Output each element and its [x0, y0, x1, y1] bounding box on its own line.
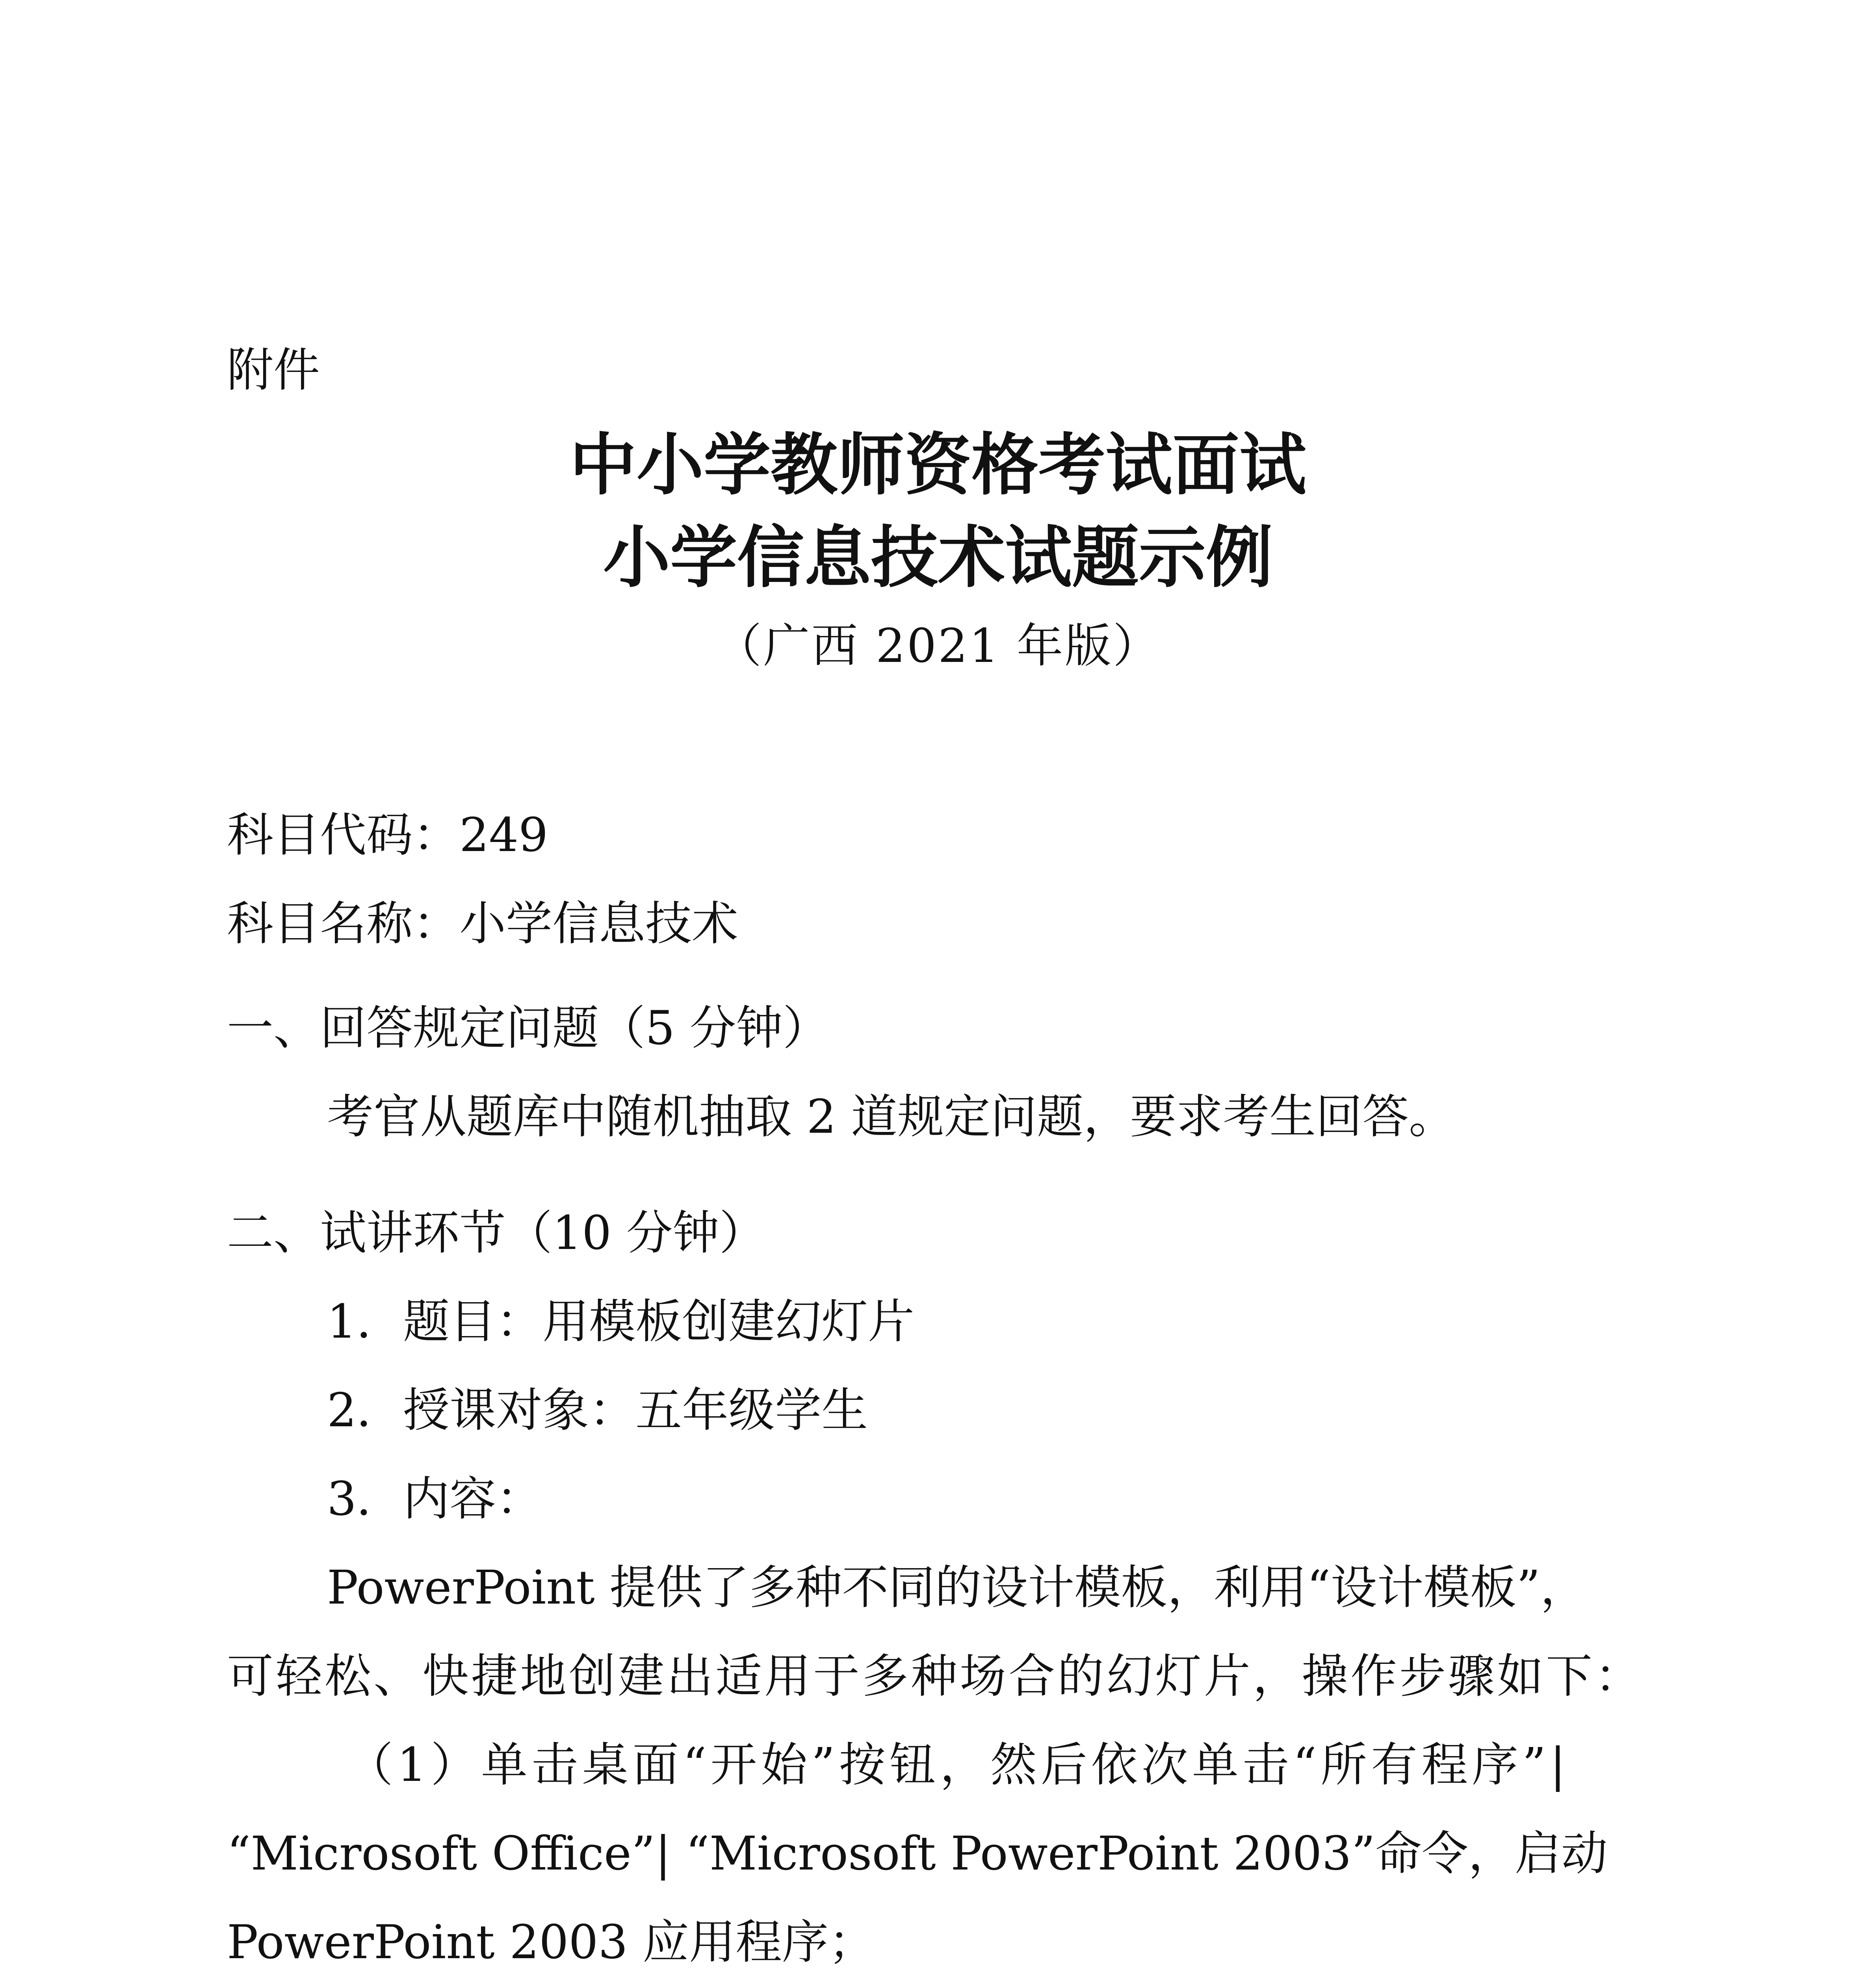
step1-line3: PowerPoint 2003 应用程序； — [227, 1915, 875, 1969]
page-title-line2: 小学信息技术试题示例 — [603, 518, 1273, 597]
step1-line2: “Microsoft Office”| “Microsoft PowerPoint 2003”命令，启动 — [227, 1826, 1608, 1881]
step1-line1: （1）单击桌面“开始”按钮，然后依次单击“所有程序”| — [347, 1738, 1570, 1792]
attachment-label: 附件 — [227, 343, 320, 397]
section2-item-content: 3．内容： — [327, 1472, 543, 1526]
paragraph-intro-line1 — [327, 1560, 1651, 1615]
paragraph-intro-line1-text: PowerPoint 提供了多种不同的设计模板，利用“设计模板”， — [327, 1560, 1587, 1615]
section2-heading: 二、试讲环节（10 分钟） — [227, 1206, 766, 1260]
section1-text: 考官从题库中随机抽取 2 道规定问题，要求考生回答。 — [327, 1089, 1456, 1144]
paragraph-intro-line2: 可轻松、快捷地创建出适用于多种场合的幻灯片，操作步骤如下： — [227, 1649, 1644, 1703]
edition-subtitle: （广西 2021 年版） — [715, 619, 1161, 673]
section2-item-topic: 1．题目：用模板创建幻灯片 — [327, 1294, 915, 1349]
page-title-line1: 中小学教师资格考试面试 — [569, 426, 1306, 504]
section2-item-audience: 2．授课对象：五年级学生 — [327, 1383, 868, 1437]
subject-name: 科目名称：小学信息技术 — [227, 896, 739, 951]
section1-heading: 一、回答规定问题（5 分钟） — [227, 1001, 829, 1055]
subject-code: 科目代码：249 — [227, 808, 548, 862]
